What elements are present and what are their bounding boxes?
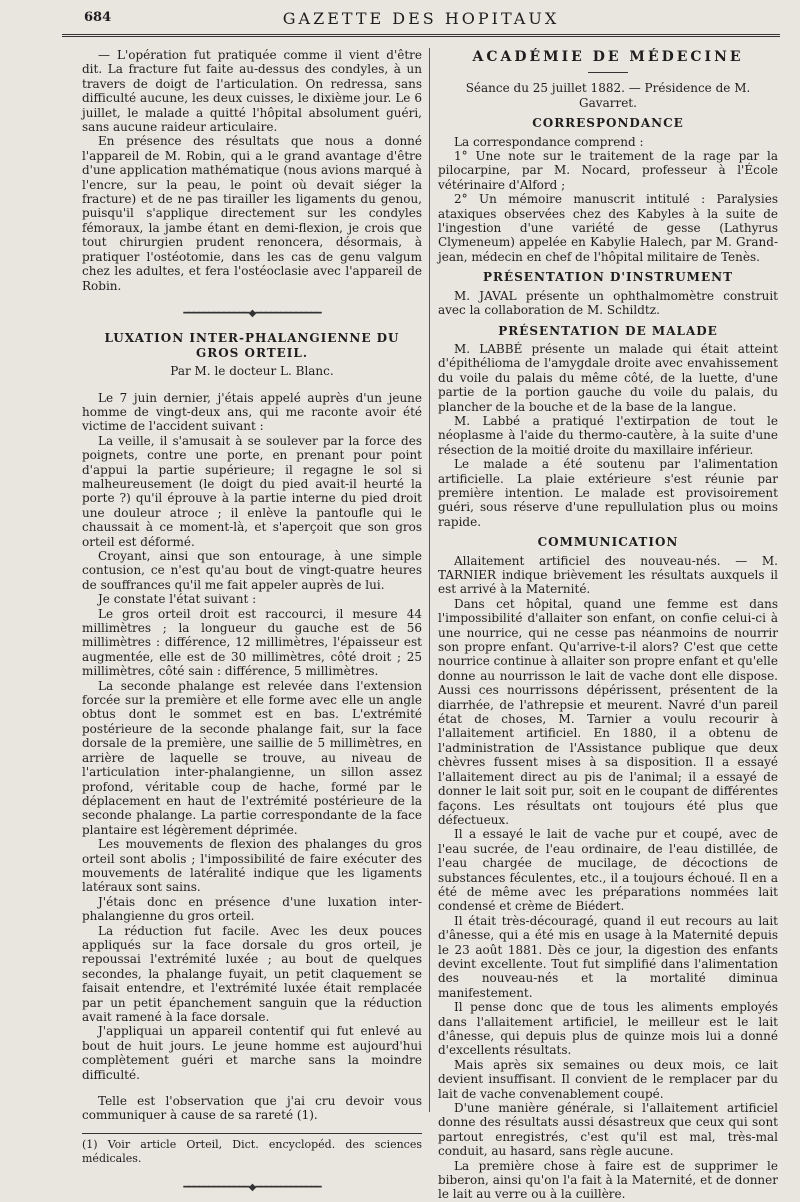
page-number: 684 bbox=[84, 10, 112, 25]
paragraph: 1° Une note sur le traitement de la rage par la pilocarpine, par M. Nocard, professeur à l'École vétérinaire d'Alford ; bbox=[438, 149, 778, 192]
column-divider bbox=[429, 48, 430, 1112]
ornament-divider: ━━━━━━━━━━━━━◆━━━━━━━━━━━━━ bbox=[183, 1181, 321, 1193]
paragraph: Le gros orteil droit est raccourci, il mesure 44 millimètres ; la longueur du gauche est de 56 millimètres : différence, 12 millimètres, l'épaisseur est augmentée, elle est de 30 millimètres, côté droit ; 25 millimètres, côté sain : différence, 5 millimètres. bbox=[82, 606, 422, 679]
paragraph: Dans cet hôpital, quand une femme est dans l'impossibilité d'allaiter son enfant, on confie celui-ci à une nourrice, qui ne cesse pas néanmoins de nourrir son propre enfant. Qu'arrive-t-il alors? C'est que cette nourrice continue à allaiter son propre enfant et qu'elle donne au nourrisson le lait de vache dont elle dispose. Aussi ces nourrissons dépérissent, présentent de la diarrhée, de l'athrepsie et meurent. Navré d'un pareil état de choses, M. Tarnier a voulu recourir à l'allaitement artificiel. En 1880, il a obtenu de l'administration de l'Assistance publique que deux chèvres fussent mises à sa disposition. Il a essayé l'allaitement direct au pis de l'animal; il a essayé de donner le lait soit pur, soit en le coupant de différentes façons. Les résultats ont toujours été plus que défectueux. bbox=[438, 596, 778, 827]
page-header bbox=[62, 6, 780, 34]
paragraph: J'étais donc en présence d'une luxation inter-phalangienne du gros orteil. bbox=[82, 894, 422, 924]
paragraph: En présence des résultats que nous a donné l'appareil de M. Robin, qui a le grand avantage d'être d'une application mathématique (nous avions marqué à l'encre, sur la peau, le point où devait siéger la fracture) et de ne pas tirailler les ligaments du genou, puisqu'il s'applique directement sur les condyles fémoraux, la jambe étant en demi-flexion, je crois que tout chirurgien prudent renoncera, désormais, à pratiquer l'ostéotomie, dans les cas de genu valgum chez les adultes, et fera l'ostéoclasie avec l'appareil de Robin. bbox=[82, 134, 422, 293]
subsection-heading: PRÉSENTATION D'INSTRUMENT bbox=[482, 270, 734, 285]
header-rule bbox=[62, 34, 780, 37]
paragraph: Allaitement artificiel des nouveau-nés. — M. TARNIER indique brièvement les résultats auxquels il est arrivé à la Maternité. bbox=[438, 553, 778, 597]
paragraph: Il pense donc que de tous les aliments employés dans l'allaitement artificiel, le meilleur est le lait d'ânesse, qui depuis plus de quinze mois lui a donné d'excellents résultats. bbox=[438, 1000, 778, 1058]
left-column bbox=[82, 48, 422, 1193]
byline: Par M. le docteur L. Blanc. bbox=[170, 364, 334, 379]
subsection-heading: CORRESPONDANCE bbox=[532, 116, 684, 131]
article-title: LUXATION INTER-PHALANGIENNE DU GROS ORTEIL. bbox=[104, 331, 400, 360]
paragraph: M. Labbé a pratiqué l'extirpation de tout le néoplasme à l'aide du thermo-cautère, à la suite d'une résection de la moitié droite du maxillaire inférieur. bbox=[438, 413, 778, 457]
footnote: (1) Voir article Orteil, Dict. encyclopéd. des sciences médicales. bbox=[82, 1137, 422, 1166]
paragraph: Le 7 juin dernier, j'étais appelé auprès d'un jeune homme de vingt-deux ans, qui me raconte avoir été victime de l'accident suivant : bbox=[82, 390, 422, 434]
paragraph: Croyant, ainsi que son entourage, à une simple contusion, ce n'est qu'au bout de vingt-quatre heures de souffrances qu'il me fait appeler auprès de lui. bbox=[82, 549, 422, 592]
paragraph: Il était très-découragé, quand il eut recours au lait d'ânesse, qui a été mis en usage à la Maternité depuis le 23 août 1881. Dès ce jour, la digestion des enfants devint excellente. Tout fut simplifié dans l'alimentation des nouveau-nés et la mortalité diminua manifestement. bbox=[438, 913, 778, 1000]
paragraph: — L'opération fut pratiquée comme il vient d'être dit. La fracture fut faite au-dessus des condyles, à un travers de doigt de l'articulation. On redressa, sans difficulté aucune, les deux cuisses, le dixième jour. Le 6 juillet, le malade a quitté l'hôpital absolument guéri, sans aucune raideur articulaire. bbox=[82, 48, 422, 135]
paragraph: M. JAVAL présente un ophthalmomètre construit avec la collaboration de M. Schildtz. bbox=[438, 288, 778, 318]
paragraph: M. LABBÉ présente un malade qui était atteint d'épithélioma de l'amygdale droite avec envahissement du voile du palais du même côté, de la luette, d'une partie de la portion gauche du voile du palais, du plancher de la bouche et de la base de la langue. bbox=[438, 341, 778, 414]
session-line: Séance du 25 juillet 1882. — Présidence de M. Gavarret. bbox=[465, 81, 751, 110]
paragraph: La correspondance comprend : bbox=[454, 134, 644, 149]
subsection-heading: COMMUNICATION bbox=[537, 535, 679, 550]
paragraph: Les mouvements de flexion des phalanges du gros orteil sont abolis ; l'impossibilité de faire exécuter des mouvements de latéralité indique que les ligaments latéraux sont sains. bbox=[82, 837, 422, 895]
short-rule bbox=[588, 72, 628, 73]
paragraph: La réduction fut facile. Avec les deux pouces appliqués sur la face dorsale du gros orteil, je repoussai l'extrémité luxée ; au bout de quelques secondes, la phalange fuyait, un petit claquement se faisait entendre, et l'extrémité luxée était remplacée par un petit épanchement sanguin que la réduction avait ramené à la face dorsale. bbox=[82, 923, 422, 1024]
paragraph: Le malade a été soutenu par l'alimentation artificielle. La plaie extérieure s'est réunie par première intention. Le malade est provisoirement guéri, sous réserve d'une repullulation plus ou moins rapide. bbox=[438, 457, 778, 529]
paragraph: La seconde phalange est relevée dans l'extension forcée sur la première et elle forme avec elle un angle obtus dont le sommet est en bas. L'extrémité postérieure de la seconde phalange fait, sur la face dorsale de la première, une saillie de 5 millimètres, en arrière de laquelle se trouve, au niveau de l'articulation inter-phalangienne, un sillon assez profond, véritable coup de hache, formé par le déplacement en haut de l'extrémité postérieure de la seconde phalange. La partie correspondante de la face plantaire est légèrement déprimée. bbox=[82, 678, 422, 837]
paragraph: Telle est l'observation que j'ai cru devoir vous communiquer à cause de sa rareté (1). bbox=[82, 1094, 422, 1123]
paragraph: 2° Un mémoire manuscrit intitulé : Paralysies ataxiques observées chez des Kabyles à la suite de l'ingestion d'une variété de gesse (Lathyrus Clymeneum) appelée en Kabylie Halech, par M. Grand-jean, médecin en chef de l'hôpital militaire de Tenès. bbox=[438, 192, 778, 264]
paragraph: Il a essayé le lait de vache pur et coupé, avec de l'eau sucrée, de l'eau ordinaire, de l'eau distillée, de l'eau chargée de mucilage, de décoctions de substances féculentes, etc., il a toujours échoué. Il en a été de même avec les préparations nommées lait condensé et crème de Biédert. bbox=[438, 827, 778, 914]
right-column bbox=[438, 48, 778, 1202]
footnote-rule bbox=[82, 1133, 422, 1134]
paragraph: Je constate l'état suivant : bbox=[98, 592, 257, 607]
paragraph: Mais après six semaines ou deux mois, ce lait devient insuffisant. Il convient de le remplacer par du lait de vache convenablement coupé. bbox=[438, 1057, 778, 1101]
ornament-divider: ━━━━━━━━━━━━━◆━━━━━━━━━━━━━ bbox=[183, 307, 321, 319]
paragraph: La première chose à faire est de supprimer le biberon, ainsi qu'on l'a fait à la Maternité, et de donner le lait au verre ou à la cuillère. bbox=[438, 1158, 778, 1202]
subsection-heading: PRÉSENTATION DE MALADE bbox=[498, 323, 718, 338]
paragraph: J'appliquai un appareil contentif qui fut enlevé au bout de huit jours. Le jeune homme est aujourd'hui complètement guéri et marche sans la moindre difficulté. bbox=[82, 1024, 422, 1082]
section-title: ACADÉMIE DE MÉDECINE bbox=[472, 49, 744, 65]
paragraph: La veille, il s'amusait à se soulever par la force des poignets, contre une porte, en prenant pour point d'appui la partie supérieure; il regagne le sol si malheureusement (le doigt du pied avait-il heurté la porte ?) qu'il éprouve à la partie interne du pied droit une douleur atroce ; il enlève la pantoufle qui le chaussait à ce moment-là, et s'aperçoit que son gros orteil est déformé. bbox=[82, 433, 422, 549]
paragraph: D'une manière générale, si l'allaitement artificiel donne des résultats aussi désastreux que ceux qui sont partout enregistrés, c'est qu'il est mal, très-mal conduit, au hasard, sans règle aucune. bbox=[438, 1101, 778, 1159]
journal-title: GAZETTE DES HOPITAUX bbox=[282, 9, 560, 28]
